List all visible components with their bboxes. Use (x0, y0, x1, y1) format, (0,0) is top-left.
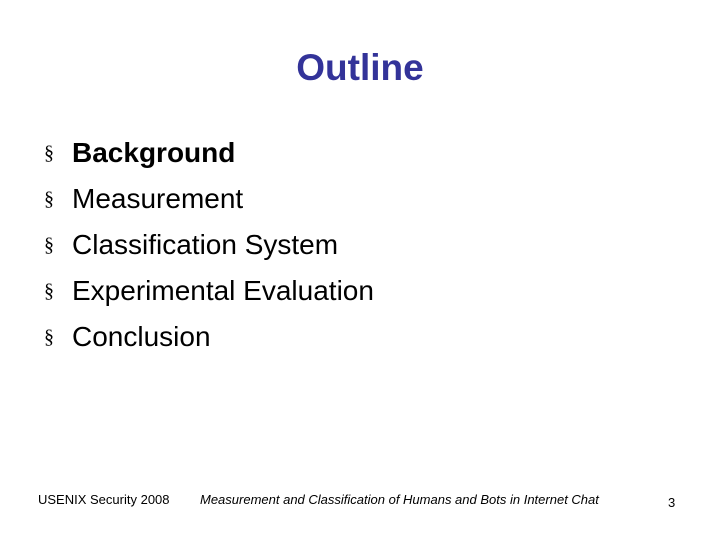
outline-item-label: Background (72, 137, 236, 168)
page-number: 3 (668, 495, 676, 510)
outline-item-background (44, 130, 374, 176)
outline-item-measurement (44, 176, 374, 222)
outline-item-classification-system (44, 222, 374, 268)
bullet-icon: § (44, 233, 54, 256)
bullet-icon: § (44, 141, 54, 164)
outline-item-label: Experimental Evaluation (72, 275, 374, 306)
bullet-icon: § (44, 187, 54, 210)
outline-item-conclusion (44, 314, 374, 360)
outline-item-label: Classification System (72, 229, 339, 260)
outline-item-label: Measurement (72, 183, 244, 214)
outline-item-label: Conclusion (72, 321, 211, 352)
bullet-icon: § (44, 325, 54, 348)
footer-talk-title: Measurement and Classification of Humans and Bots in Internet Chat (200, 492, 599, 507)
footer-venue: USENIX Security 2008 (38, 492, 170, 507)
outline-item-experimental-evaluation (44, 268, 374, 314)
bullet-icon: § (44, 279, 54, 302)
outline-list (44, 130, 374, 360)
slide-title: Outline (296, 47, 424, 88)
